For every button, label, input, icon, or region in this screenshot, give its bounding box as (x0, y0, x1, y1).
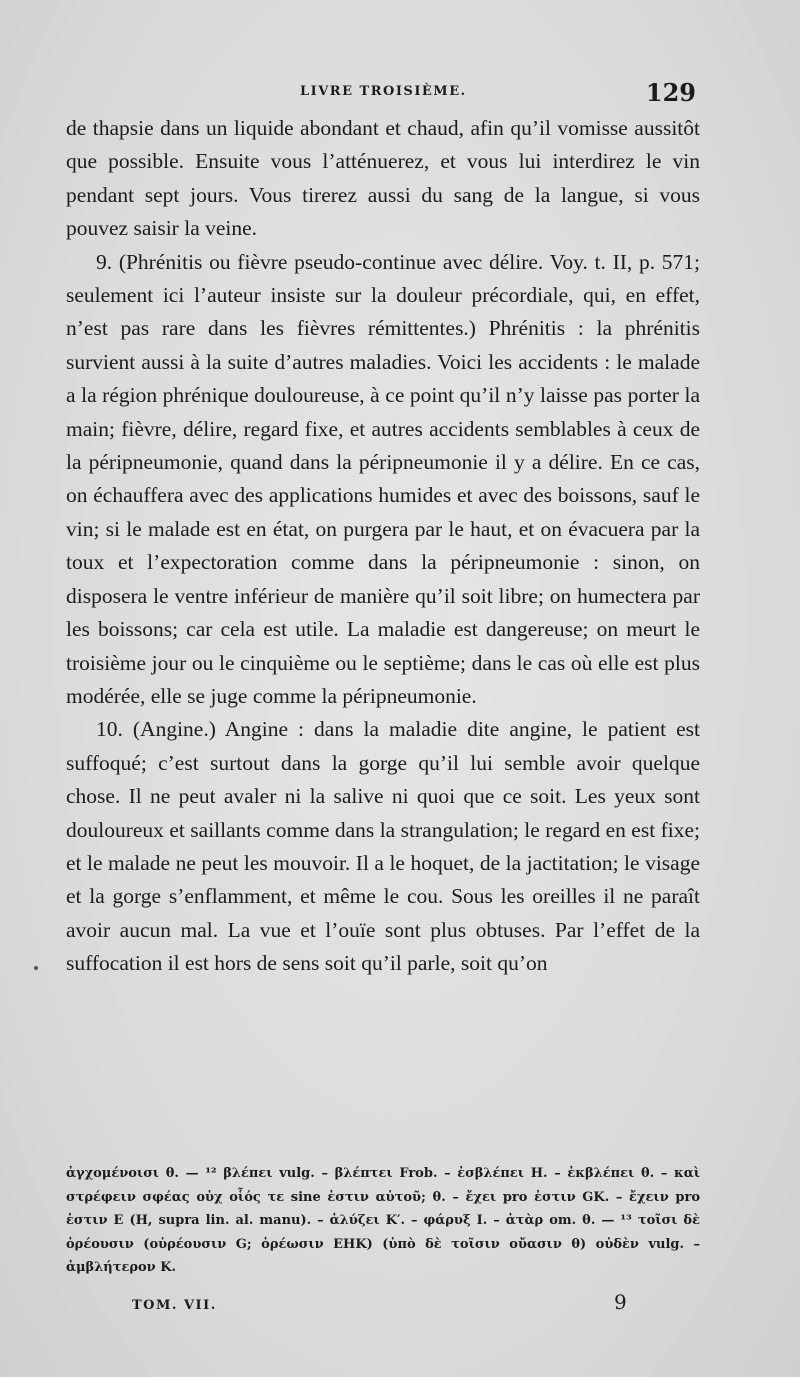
volume-mark: TOM. VII. (132, 1298, 217, 1313)
paragraph-angine: 10. (Angine.) Angine : dans la maladie dite angine, le patient est suffoqué; c’est surtout dans la gorge qu’il lui semble avoir quelque chose. Il ne peut avaler ni la salive ni quoi que ce soit. Les yeux sont douloureux et saillants comme dans la strangulation; le regard en est fixe; et le malade ne peut les mouvoir. Il a le hoquet, de la jactitation; le visage et la gorge s’enflamment, et même le cou. Sous les oreilles il ne paraît avoir aucun mal. La vue et l’ouïe sont plus obtuses. Par l’effet de la suffocation il est hors de sens soit qu’il parle, soit qu’on (66, 717, 700, 976)
signature-mark: 9 (614, 1290, 627, 1314)
paragraph-continuation: de thapsie dans un liquide abondant et chaud, afin qu’il vomisse aussitôt que possible. Ensuite vous l’atténuerez, et vous lui interdirez le vin pendant sept jours. Vous tirerez aussi du sang de la langue, si vous pouvez saisir la veine. (66, 116, 700, 241)
footnotes: ἀγχομένοισι θ. — ¹² βλέπει vulg. – βλέπτει Frob. – ἐσβλέπει H. – ἐκβλέπει θ. – καὶ στρέφειν σφέας οὐχ οἷός τε sine ἐστιν αὐτοῦ; θ. – ἔχει pro ἐστιν GK. – ἔχειν pro ἐστιν E (H, supra lin. al. manu). – ἀλύζει K′. – φάρυξ I. – ἀτὰρ om. θ. — ¹³ τοῖσι δὲ ὀρέουσιν (οὐρέουσιν G; ὁρέωσιν EHK) (ὑπὸ δὲ τοῖσιν οὔασιν θ) οὐδὲν vulg. – ἀμβλήτερον K. (66, 1166, 700, 1275)
running-head: LIVRE TROISIÈME. (300, 84, 467, 99)
paragraph-phrenitis: 9. (Phrénitis ou fièvre pseudo-continue avec délire. Voy. t. II, p. 571; seulement ici l’auteur insiste sur la douleur précordiale, qui, en effet, n’est pas rare dans les fièvres rémittentes.) Phrénitis : la phrénitis survient aussi à la suite d’autres maladies. Voici les accidents : le malade a la région phrénique douloureuse, à ce point qu’il n’y laisse pas porter la main; fièvre, délire, regard fixe, et autres accidents semblables à ceux de la péripneumonie, quand dans la péripneumonie il y a délire. En ce cas, on échauffera avec des applications humides et avec des boissons, sauf le vin; si le malade est en état, on purgera par le haut, et on évacuera par la toux et l’expectoration comme dans la péripneumonie : sinon, on disposera le ventre inférieur de manière qu’il soit libre; on humectera par les boissons; car cela est utile. La maladie est dangereuse; on meurt le troisième jour ou le cinquième ou le septième; dans le cas où elle est plus modérée, elle se juge comme la péripneumonie. (66, 249, 700, 708)
paper-speck (34, 966, 38, 970)
main-text (66, 112, 700, 981)
page-number: 129 (645, 78, 696, 107)
